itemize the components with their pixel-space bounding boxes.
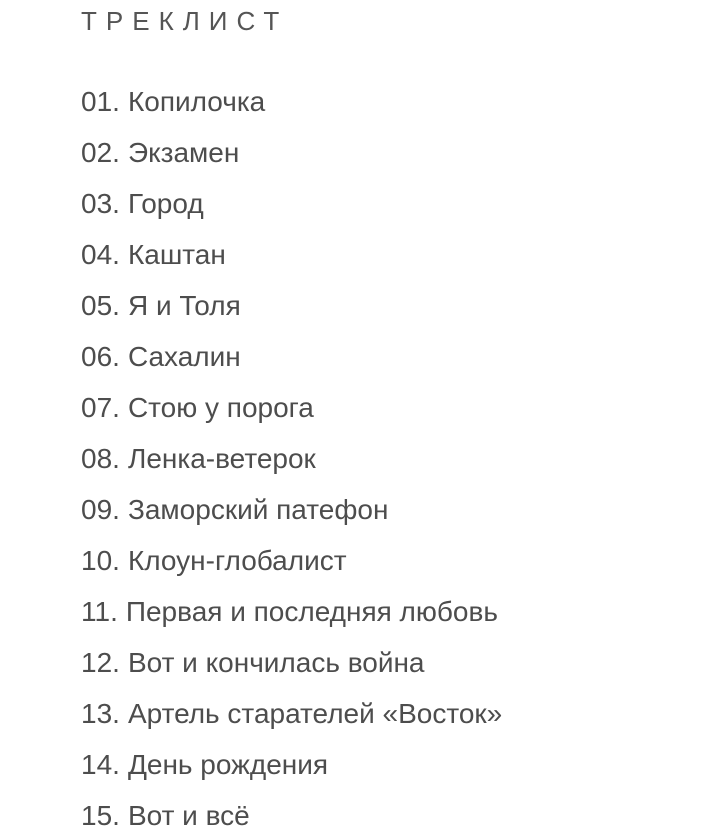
track-item (81, 541, 502, 592)
track-title: Я и Толя (127, 290, 241, 321)
track-number: 05. (81, 290, 120, 321)
track-item (81, 388, 502, 439)
track-title: Вот и кончилась война (127, 647, 425, 678)
track-item (81, 133, 502, 184)
track-title: Сахалин (127, 341, 241, 372)
track-number: 03. (81, 188, 120, 219)
track-title: Вот и всё (127, 800, 250, 831)
track-item (81, 745, 502, 796)
track-number: 06. (81, 341, 120, 372)
track-number: 09. (81, 494, 120, 525)
track-item (81, 184, 502, 235)
track-item (81, 286, 502, 337)
track-item (81, 439, 502, 490)
track-number: 11. (81, 596, 118, 627)
track-item (81, 337, 502, 388)
track-item (81, 643, 502, 694)
track-title: Копилочка (127, 86, 266, 117)
track-number: 10. (81, 545, 120, 576)
track-number: 14. (81, 749, 120, 780)
track-title: Стою у порога (127, 392, 314, 423)
track-number: 12. (81, 647, 120, 678)
track-title: Каштан (127, 239, 226, 270)
tracklist-heading: ТРЕКЛИСТ (81, 6, 289, 36)
track-title: Первая и последняя любовь (125, 596, 498, 627)
track-number: 13. (81, 698, 120, 729)
track-item (81, 490, 502, 541)
track-title: День рождения (127, 749, 329, 780)
track-item (81, 694, 502, 745)
track-item (81, 592, 502, 643)
track-title: Ленка-ветерок (127, 443, 316, 474)
track-item (81, 82, 502, 133)
track-title: Артель старателей «Восток» (127, 698, 503, 729)
track-title: Клоун-глобалист (127, 545, 347, 576)
track-title: Заморский патефон (127, 494, 389, 525)
track-title: Город (127, 188, 204, 219)
track-number: 07. (81, 392, 120, 423)
tracklist (81, 82, 502, 835)
track-number: 04. (81, 239, 120, 270)
track-title: Экзамен (127, 137, 240, 168)
track-number: 02. (81, 137, 120, 168)
track-number: 01. (81, 86, 120, 117)
track-item (81, 235, 502, 286)
track-item (81, 796, 502, 835)
track-number: 08. (81, 443, 120, 474)
track-number: 15. (81, 800, 120, 831)
